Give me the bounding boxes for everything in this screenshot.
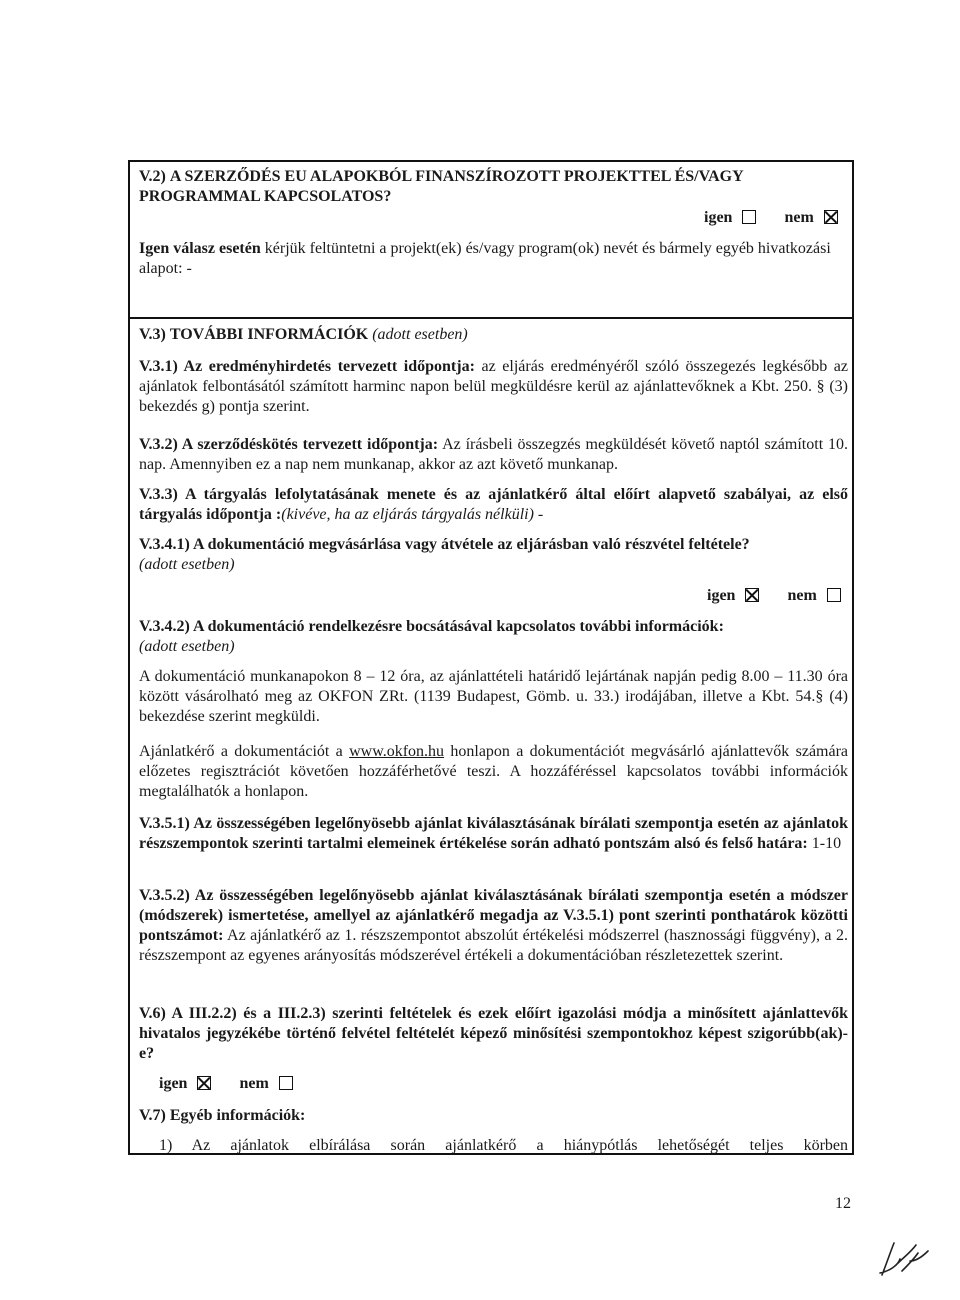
v341-paragraph: V.3.4.1) A dokumentáció megvásárlása vagy átvétele az eljárásban való részvétel feltétele? (adott esetben) [139,536,750,573]
v2-igen-checkbox[interactable] [742,210,756,224]
v2-igen-label: igen [704,209,733,226]
v7-item-1: 1) Az ajánlatok elbírálása során ajánlatkérő a hiánypótlás lehetőségét teljes körben [159,1137,848,1154]
section-v2 [130,162,852,319]
v2-nem-checkbox[interactable] [824,210,838,224]
v31-paragraph: V.3.1) Az eredményhirdetés tervezett időpontja: az eljárás eredményéről szóló összegezés legkésőbb az ajánlatok felbontásától számított harminc napon belül megküldésre kerül az ajánlattevőknek a Kbt. 250. § (3) bekezdés g) pontja szerint. [139,358,848,415]
v6-igen-checkbox[interactable] [197,1076,211,1090]
v33-paragraph: V.3.3) A tárgyalás lefolytatásának menete és az ajánlatkérő által előírt alapvető szabályai, az első tárgyalás időpontja :(kivéve, ha az eljárás tárgyalás nélküli) - [139,486,848,523]
v6-nem-label: nem [239,1075,269,1092]
v341-yes-no [707,587,841,605]
v341-nem-checkbox[interactable] [827,588,841,602]
v2-title-text: A SZERZŐDÉS EU ALAPOKBÓL FINANSZÍROZOTT PROJEKTTEL ÉS/VAGY PROGRAMMAL KAPCSOLATOS? [139,168,744,205]
v341-nem-label: nem [787,587,817,604]
v342-heading: V.3.4.2) A dokumentáció rendelkezésre bocsátásával kapcsolatos további információk: (adott esetben) [139,618,724,655]
v342-paragraph-1: A dokumentáció munkanapokon 8 – 12 óra, az ajánlattételi határidő lejártának napján pedig 8.00 – 11.30 óra között vásárolható meg az OKFON ZRt. (1139 Budapest, Gömb. u. 33.) irodájában, illetve a Kbt. 54.§ (4) bekezdése szerint megküldi. [139,668,848,725]
v352-paragraph: V.3.5.2) Az összességében legelőnyösebb ajánlat kiválasztásának bírálati szempontja esetén a módszer (módszerek) ismertetése, amellyel az ajánlatkérő megadja az V.3.5.1) pont szerinti ponthatárok közötti pontszámot: Az ajánlatkérő az 1. részszempontot abszolút értékelési módszerrel (hasznossági függvény), a 2. részszempont az egyenes arányosítás módszerével értékeli a dokumentációban részletezettek szerint. [139,887,848,964]
page-number: 12 [835,1195,851,1212]
v6-nem-checkbox[interactable] [279,1076,293,1090]
v3-title: V.3) TOVÁBBI INFORMÁCIÓK (adott esetben) [139,326,468,343]
v351-paragraph: V.3.5.1) Az összességében legelőnyösebb ajánlat kiválasztásának bírálati szempontja esetén az ajánlatok részszempontok szerinti tartalmi elemeinek értékelése során adható pontszám alsó és felső határa: 1-10 [139,815,848,852]
okfon-link[interactable]: www.okfon.hu [349,743,445,760]
v2-yes-no [704,209,838,227]
v2-title: V.2) A SZERZŐDÉS EU ALAPOKBÓL FINANSZÍROZOTT PROJEKTTEL ÉS/VAGY PROGRAMMAL KAPCSOLATOS? [139,168,744,205]
v6-paragraph: V.6) A III.2.2) és a III.2.3) szerinti feltételek és ezek előírt igazolási módja a minősített ajánlattevők hivatalos jegyzékébe történő felvétel feltételét képező minősítési szempontokhoz képest szigorúbb(ak)-e? [139,1005,848,1062]
signature-initials [876,1235,932,1285]
v2-note: Igen válasz esetén kérjük feltüntetni a projekt(ek) és/vagy program(ok) nevét és bármely egyéb hivatkozási alapot: - [139,240,831,277]
v342-paragraph-2: Ajánlatkérő a dokumentációt a www.okfon.hu honlapon a dokumentációt megvásárló ajánlattevők számára előzetes regisztrációt követően hozzáférhetővé teszi. A hozzáféréssel kapcsolatos további információk megtalálhatók a honlapon. [139,743,849,800]
v341-igen-label: igen [707,587,736,604]
v7-heading: V.7) Egyéb információk: [139,1107,306,1124]
v6-yes-no [159,1075,293,1093]
v341-igen-checkbox[interactable] [745,588,759,602]
v2-nem-label: nem [784,209,814,226]
form-frame [128,160,854,1155]
v6-igen-label: igen [159,1075,188,1092]
v32-paragraph: V.3.2) A szerződéskötés tervezett időpontja: Az írásbeli összegzés megküldését követő naptól számított 10. nap. Amennyiben ez a nap nem munkanap, akkor az azt követő munkanap. [139,436,849,473]
